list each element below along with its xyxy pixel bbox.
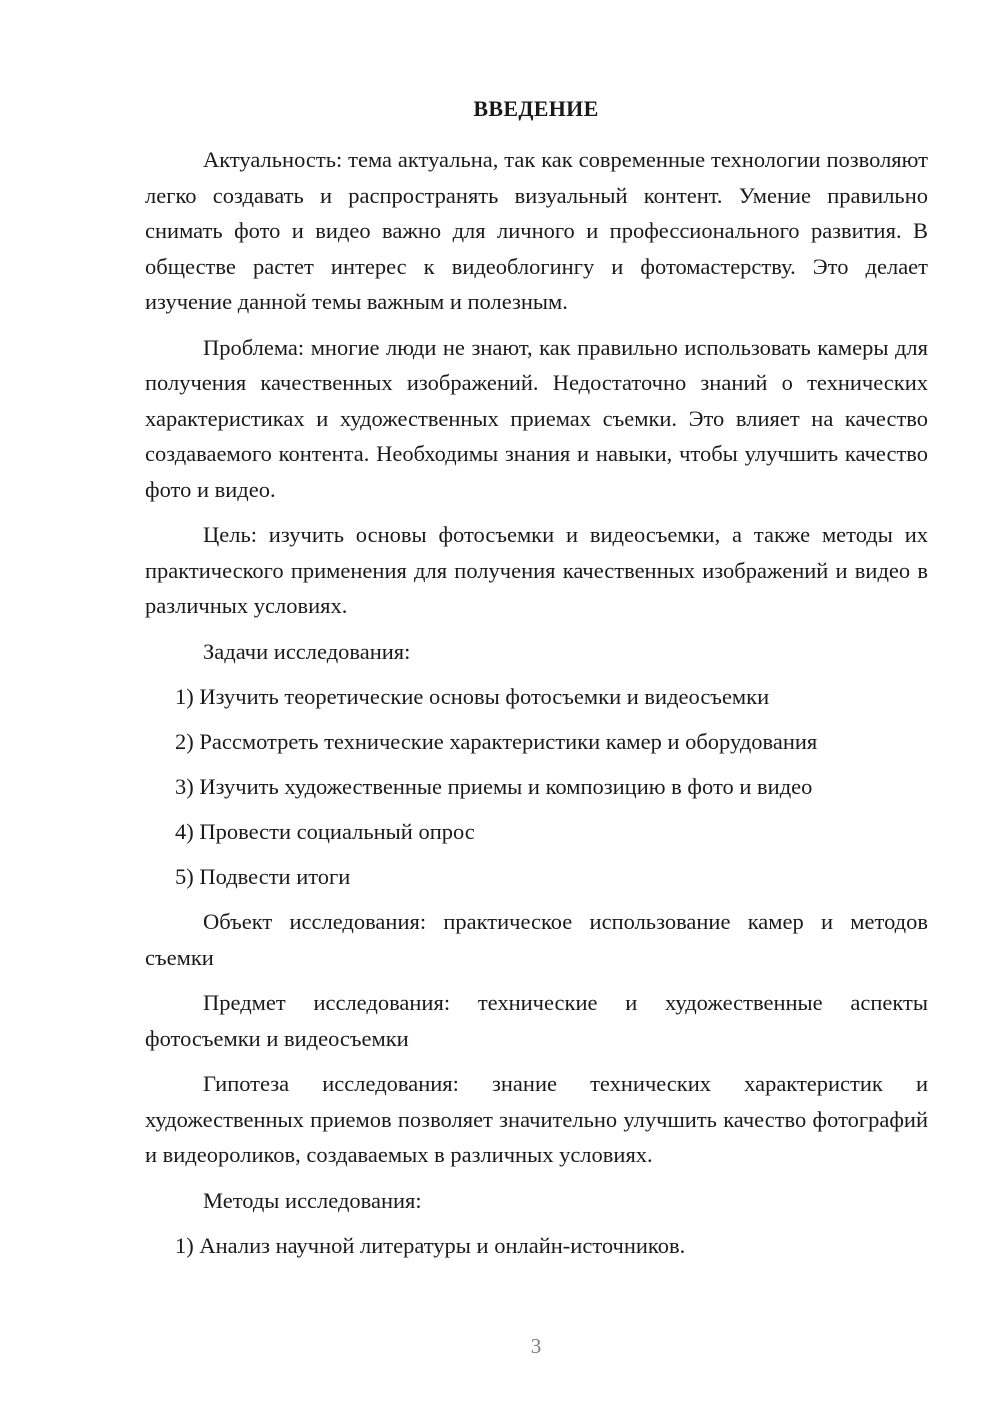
method-item: 1) Анализ научной литературы и онлайн-источников. <box>175 1232 686 1258</box>
relevance-paragraph: Актуальность: тема актуальна, так как современные технологии позволяют легко создавать и распространять визуальный контент. Умение правильно снимать фото и видео важно для личного и профессионального развития. В обществе растет интерес к видеоблогингу и фотомастерству. Это делает изучение данной темы важным и полезным. <box>145 147 928 314</box>
task-item: 3) Изучить художественные приемы и композицию в фото и видео <box>175 773 813 799</box>
goal-paragraph: Цель: изучить основы фотосъемки и видеосъемки, а также методы их практического применения для получения качественных изображений и видео в различных условиях. <box>145 522 928 618</box>
problem-paragraph: Проблема: многие люди не знают, как правильно использовать камеры для получения качественных изображений. Недостаточно знаний о технических характеристиках и художественных приемах съемки. Это влияет на качество создаваемого контента. Необходимы знания и навыки, чтобы улучшить качество фото и видео. <box>145 334 928 502</box>
object-paragraph: Объект исследования: практическое использование камер и методов съемки <box>145 909 928 970</box>
task-item: 4) Провести социальный опрос <box>175 818 475 844</box>
body-text <box>145 142 928 1273</box>
tasks-label: Задачи исследования: <box>203 638 411 664</box>
hypothesis-paragraph: Гипотеза исследования: знание технических характеристик и художественных приемов позволяет значительно улучшить качество фотографий и видеороликов, создаваемых в различных условиях. <box>145 1071 928 1168</box>
task-item: 2) Рассмотреть технические характеристики камер и оборудования <box>175 728 818 754</box>
section-heading: ВВЕДЕНИЕ <box>473 96 599 121</box>
subject-paragraph: Предмет исследования: технические и художественные аспекты фотосъемки и видеосъемки <box>145 990 928 1051</box>
task-item: 5) Подвести итоги <box>175 863 351 889</box>
page-number: 3 <box>530 1334 542 1358</box>
task-item: 1) Изучить теоретические основы фотосъемки и видеосъемки <box>175 683 770 709</box>
methods-label: Методы исследования: <box>203 1187 422 1213</box>
